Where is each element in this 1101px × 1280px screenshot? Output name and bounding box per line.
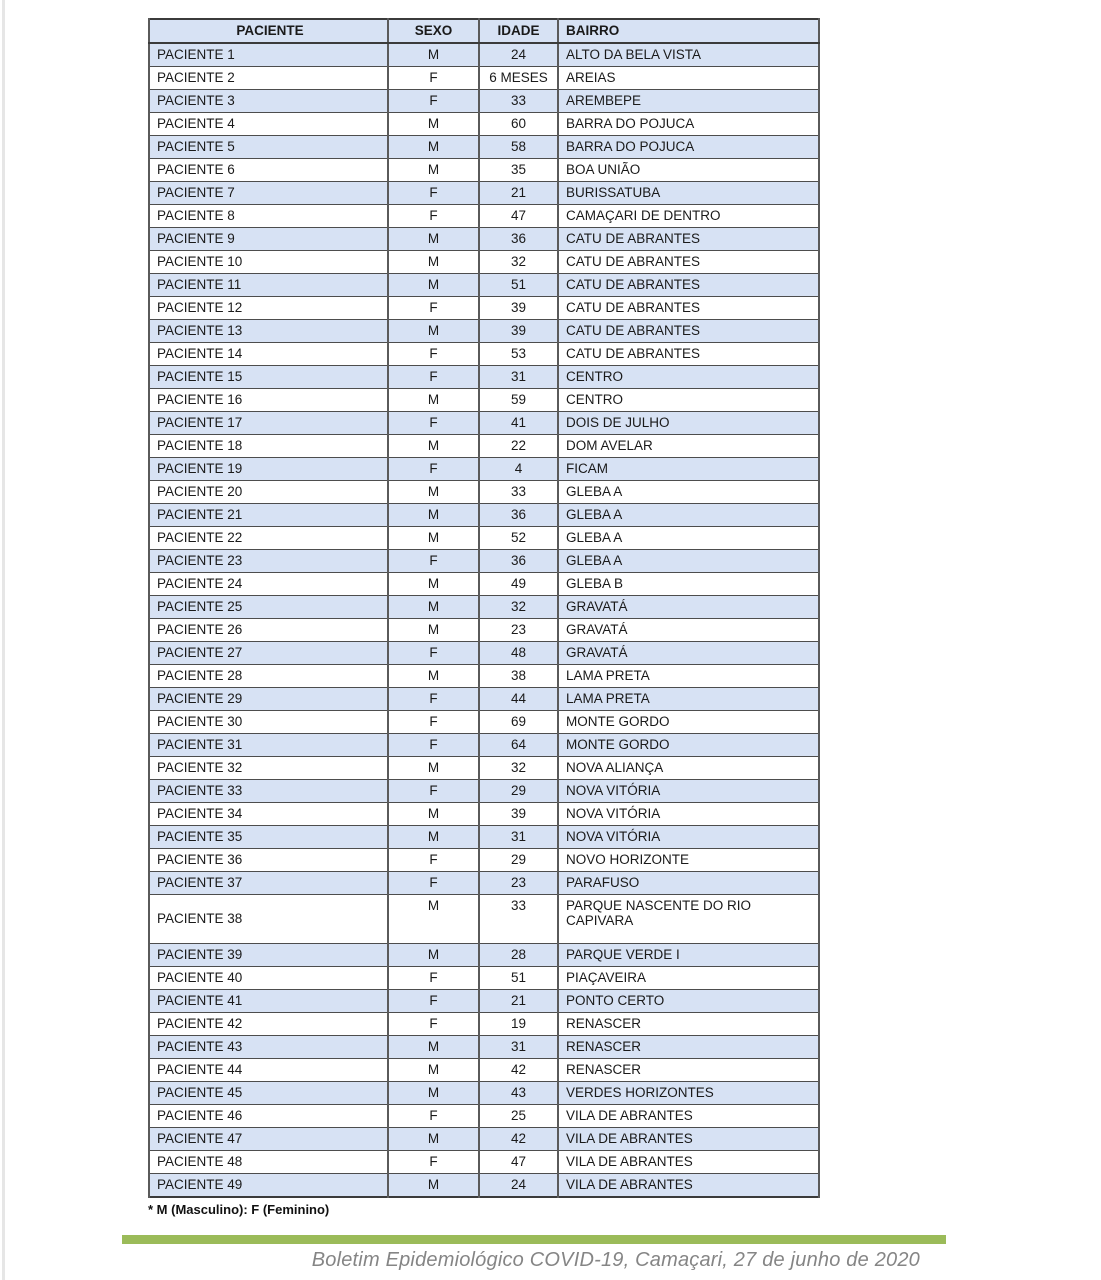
cell-bairro: PARQUE VERDE I: [558, 944, 819, 967]
table-row: [149, 389, 819, 412]
table-row: [149, 872, 819, 895]
cell-paciente: PACIENTE 34: [149, 803, 388, 826]
table-row: [149, 619, 819, 642]
cell-bairro: CATU DE ABRANTES: [558, 297, 819, 320]
cell-paciente: PACIENTE 38: [149, 895, 388, 944]
cell-paciente: PACIENTE 18: [149, 435, 388, 458]
cell-idade: 39: [479, 803, 558, 826]
cell-sexo: M: [388, 389, 479, 412]
table-row: [149, 757, 819, 780]
cell-sexo: F: [388, 734, 479, 757]
table-row: [149, 711, 819, 734]
cell-bairro: NOVO HORIZONTE: [558, 849, 819, 872]
cell-paciente: PACIENTE 45: [149, 1082, 388, 1105]
table-row: [149, 159, 819, 182]
cell-bairro: MONTE GORDO: [558, 711, 819, 734]
cell-idade: 31: [479, 826, 558, 849]
cell-sexo: M: [388, 228, 479, 251]
table-row: [149, 90, 819, 113]
cell-idade: 42: [479, 1059, 558, 1082]
table-row: [149, 182, 819, 205]
cell-idade: 47: [479, 1151, 558, 1174]
cell-sexo: F: [388, 711, 479, 734]
cell-idade: 21: [479, 990, 558, 1013]
cell-bairro: NOVA VITÓRIA: [558, 826, 819, 849]
cell-sexo: F: [388, 688, 479, 711]
cell-bairro: CATU DE ABRANTES: [558, 343, 819, 366]
cell-idade: 31: [479, 1036, 558, 1059]
cell-paciente: PACIENTE 7: [149, 182, 388, 205]
table-row: [149, 320, 819, 343]
cell-paciente: PACIENTE 24: [149, 573, 388, 596]
cell-idade: 42: [479, 1128, 558, 1151]
cell-bairro: PARAFUSO: [558, 872, 819, 895]
page-edge-shadow: [2, 0, 5, 1280]
cell-bairro: VILA DE ABRANTES: [558, 1174, 819, 1198]
column-header-idade: IDADE: [479, 19, 558, 43]
cell-sexo: F: [388, 1105, 479, 1128]
table-row: [149, 527, 819, 550]
cell-idade: 44: [479, 688, 558, 711]
cell-idade: 32: [479, 596, 558, 619]
cell-bairro: LAMA PRETA: [558, 665, 819, 688]
cell-bairro: DOIS DE JULHO: [558, 412, 819, 435]
cell-paciente: PACIENTE 33: [149, 780, 388, 803]
table-row: [149, 803, 819, 826]
cell-bairro: VILA DE ABRANTES: [558, 1151, 819, 1174]
table-row: [149, 43, 819, 67]
cell-paciente: PACIENTE 42: [149, 1013, 388, 1036]
cell-sexo: M: [388, 665, 479, 688]
column-header-paciente: PACIENTE: [149, 19, 388, 43]
cell-sexo: F: [388, 642, 479, 665]
cell-sexo: M: [388, 826, 479, 849]
cell-idade: 51: [479, 274, 558, 297]
table-row: [149, 274, 819, 297]
cell-sexo: F: [388, 990, 479, 1013]
cell-sexo: M: [388, 1059, 479, 1082]
cell-idade: 24: [479, 43, 558, 67]
cell-idade: 19: [479, 1013, 558, 1036]
cell-sexo: M: [388, 803, 479, 826]
table-row: [149, 550, 819, 573]
cell-paciente: PACIENTE 11: [149, 274, 388, 297]
cell-paciente: PACIENTE 47: [149, 1128, 388, 1151]
cell-idade: 52: [479, 527, 558, 550]
cell-idade: 35: [479, 159, 558, 182]
patient-table-header: [149, 19, 819, 43]
table-row: [149, 228, 819, 251]
column-header-bairro: BAIRRO: [558, 19, 819, 43]
header-row: [149, 19, 819, 43]
cell-bairro: PONTO CERTO: [558, 990, 819, 1013]
table-row: [149, 412, 819, 435]
cell-paciente: PACIENTE 41: [149, 990, 388, 1013]
table-row: [149, 504, 819, 527]
cell-sexo: F: [388, 1151, 479, 1174]
cell-paciente: PACIENTE 21: [149, 504, 388, 527]
table-row: [149, 366, 819, 389]
cell-sexo: F: [388, 205, 479, 228]
cell-bairro: AREMBEPE: [558, 90, 819, 113]
table-row: [149, 990, 819, 1013]
cell-paciente: PACIENTE 46: [149, 1105, 388, 1128]
cell-paciente: PACIENTE 10: [149, 251, 388, 274]
cell-idade: 38: [479, 665, 558, 688]
cell-idade: 49: [479, 573, 558, 596]
cell-paciente: PACIENTE 9: [149, 228, 388, 251]
table-row: [149, 1036, 819, 1059]
cell-sexo: M: [388, 504, 479, 527]
cell-idade: 24: [479, 1174, 558, 1198]
table-row: [149, 1013, 819, 1036]
cell-sexo: M: [388, 895, 479, 944]
cell-sexo: M: [388, 1128, 479, 1151]
cell-idade: 39: [479, 297, 558, 320]
cell-sexo: F: [388, 872, 479, 895]
cell-idade: 32: [479, 757, 558, 780]
cell-paciente: PACIENTE 26: [149, 619, 388, 642]
cell-sexo: M: [388, 113, 479, 136]
cell-bairro: NOVA ALIANÇA: [558, 757, 819, 780]
cell-bairro: CENTRO: [558, 366, 819, 389]
cell-paciente: PACIENTE 29: [149, 688, 388, 711]
table-row: [149, 297, 819, 320]
cell-idade: 32: [479, 251, 558, 274]
cell-bairro: CENTRO: [558, 389, 819, 412]
cell-idade: 59: [479, 389, 558, 412]
cell-sexo: M: [388, 251, 479, 274]
cell-bairro: VILA DE ABRANTES: [558, 1105, 819, 1128]
cell-bairro: CAMAÇARI DE DENTRO: [558, 205, 819, 228]
cell-sexo: M: [388, 944, 479, 967]
cell-paciente: PACIENTE 20: [149, 481, 388, 504]
cell-idade: 33: [479, 90, 558, 113]
cell-sexo: M: [388, 481, 479, 504]
cell-bairro: ALTO DA BELA VISTA: [558, 43, 819, 67]
cell-bairro: GRAVATÁ: [558, 596, 819, 619]
cell-idade: 21: [479, 182, 558, 205]
table-row: [149, 895, 819, 944]
cell-bairro: PIAÇAVEIRA: [558, 967, 819, 990]
cell-paciente: PACIENTE 32: [149, 757, 388, 780]
cell-idade: 6 MESES: [479, 67, 558, 90]
cell-paciente: PACIENTE 28: [149, 665, 388, 688]
cell-idade: 33: [479, 895, 558, 944]
cell-paciente: PACIENTE 1: [149, 43, 388, 67]
cell-idade: 29: [479, 780, 558, 803]
cell-idade: 41: [479, 412, 558, 435]
cell-sexo: F: [388, 780, 479, 803]
cell-idade: 43: [479, 1082, 558, 1105]
cell-bairro: NOVA VITÓRIA: [558, 780, 819, 803]
cell-idade: 23: [479, 872, 558, 895]
table-row: [149, 826, 819, 849]
cell-idade: 23: [479, 619, 558, 642]
table-row: [149, 1105, 819, 1128]
cell-bairro: BURISSATUBA: [558, 182, 819, 205]
cell-idade: 53: [479, 343, 558, 366]
green-divider-bar: [122, 1235, 946, 1244]
cell-paciente: PACIENTE 12: [149, 297, 388, 320]
cell-bairro: CATU DE ABRANTES: [558, 274, 819, 297]
cell-bairro: GLEBA A: [558, 527, 819, 550]
cell-sexo: F: [388, 550, 479, 573]
cell-bairro: RENASCER: [558, 1059, 819, 1082]
sex-legend-footnote: * M (Masculino): F (Feminino): [148, 1202, 330, 1217]
cell-idade: 47: [479, 205, 558, 228]
cell-bairro: CATU DE ABRANTES: [558, 251, 819, 274]
cell-idade: 51: [479, 967, 558, 990]
cell-paciente: PACIENTE 43: [149, 1036, 388, 1059]
table-row: [149, 780, 819, 803]
cell-bairro: GLEBA B: [558, 573, 819, 596]
cell-sexo: M: [388, 1082, 479, 1105]
table-row: [149, 1059, 819, 1082]
cell-sexo: M: [388, 527, 479, 550]
cell-paciente: PACIENTE 23: [149, 550, 388, 573]
cell-sexo: M: [388, 136, 479, 159]
cell-bairro: NOVA VITÓRIA: [558, 803, 819, 826]
cell-paciente: PACIENTE 25: [149, 596, 388, 619]
cell-paciente: PACIENTE 4: [149, 113, 388, 136]
cell-bairro: GLEBA A: [558, 550, 819, 573]
cell-paciente: PACIENTE 22: [149, 527, 388, 550]
cell-sexo: F: [388, 458, 479, 481]
column-header-sexo: SEXO: [388, 19, 479, 43]
cell-bairro: CATU DE ABRANTES: [558, 228, 819, 251]
cell-paciente: PACIENTE 15: [149, 366, 388, 389]
cell-paciente: PACIENTE 2: [149, 67, 388, 90]
cell-idade: 28: [479, 944, 558, 967]
table-row: [149, 642, 819, 665]
cell-sexo: M: [388, 573, 479, 596]
table-row: [149, 251, 819, 274]
table-row: [149, 205, 819, 228]
cell-idade: 39: [479, 320, 558, 343]
cell-bairro: GRAVATÁ: [558, 619, 819, 642]
cell-sexo: F: [388, 1013, 479, 1036]
cell-sexo: F: [388, 849, 479, 872]
cell-paciente: PACIENTE 3: [149, 90, 388, 113]
cell-bairro: FICAM: [558, 458, 819, 481]
cell-paciente: PACIENTE 16: [149, 389, 388, 412]
table-row: [149, 136, 819, 159]
cell-idade: 36: [479, 228, 558, 251]
cell-bairro: BOA UNIÃO: [558, 159, 819, 182]
cell-bairro: BARRA DO POJUCA: [558, 136, 819, 159]
cell-sexo: F: [388, 967, 479, 990]
cell-idade: 58: [479, 136, 558, 159]
cell-paciente: PACIENTE 37: [149, 872, 388, 895]
cell-bairro: BARRA DO POJUCA: [558, 113, 819, 136]
bulletin-footer-caption: Boletim Epidemiológico COVID-19, Camaçari, 27 de junho de 2020: [311, 1249, 920, 1271]
cell-bairro: RENASCER: [558, 1013, 819, 1036]
table-row: [149, 1082, 819, 1105]
cell-idade: 29: [479, 849, 558, 872]
cell-idade: 69: [479, 711, 558, 734]
cell-sexo: F: [388, 90, 479, 113]
cell-paciente: PACIENTE 49: [149, 1174, 388, 1198]
cell-bairro: DOM AVELAR: [558, 435, 819, 458]
cell-bairro: GLEBA A: [558, 481, 819, 504]
cell-sexo: M: [388, 1036, 479, 1059]
table-row: [149, 435, 819, 458]
cell-bairro: LAMA PRETA: [558, 688, 819, 711]
table-row: [149, 1151, 819, 1174]
cell-bairro: GLEBA A: [558, 504, 819, 527]
cell-sexo: M: [388, 1174, 479, 1198]
cell-bairro: VERDES HORIZONTES: [558, 1082, 819, 1105]
cell-idade: 48: [479, 642, 558, 665]
cell-paciente: PACIENTE 27: [149, 642, 388, 665]
cell-bairro: PARQUE NASCENTE DO RIO CAPIVARA: [558, 895, 819, 944]
cell-paciente: PACIENTE 48: [149, 1151, 388, 1174]
cell-paciente: PACIENTE 6: [149, 159, 388, 182]
cell-idade: 64: [479, 734, 558, 757]
cell-sexo: F: [388, 182, 479, 205]
table-row: [149, 849, 819, 872]
cell-sexo: F: [388, 412, 479, 435]
cell-sexo: M: [388, 274, 479, 297]
cell-idade: 25: [479, 1105, 558, 1128]
cell-sexo: M: [388, 619, 479, 642]
cell-paciente: PACIENTE 44: [149, 1059, 388, 1082]
cell-sexo: F: [388, 67, 479, 90]
table-row: [149, 113, 819, 136]
cell-bairro: CATU DE ABRANTES: [558, 320, 819, 343]
cell-bairro: AREIAS: [558, 67, 819, 90]
cell-paciente: PACIENTE 13: [149, 320, 388, 343]
cell-idade: 22: [479, 435, 558, 458]
cell-paciente: PACIENTE 40: [149, 967, 388, 990]
cell-paciente: PACIENTE 5: [149, 136, 388, 159]
cell-idade: 36: [479, 504, 558, 527]
cell-sexo: M: [388, 757, 479, 780]
cell-idade: 31: [479, 366, 558, 389]
cell-sexo: F: [388, 343, 479, 366]
cell-paciente: PACIENTE 35: [149, 826, 388, 849]
table-row: [149, 734, 819, 757]
cell-sexo: M: [388, 596, 479, 619]
cell-bairro: MONTE GORDO: [558, 734, 819, 757]
cell-sexo: M: [388, 320, 479, 343]
cell-paciente: PACIENTE 36: [149, 849, 388, 872]
cell-paciente: PACIENTE 8: [149, 205, 388, 228]
cell-idade: 36: [479, 550, 558, 573]
table-row: [149, 688, 819, 711]
table-row: [149, 458, 819, 481]
table-row: [149, 596, 819, 619]
cell-bairro: RENASCER: [558, 1036, 819, 1059]
cell-bairro: GRAVATÁ: [558, 642, 819, 665]
cell-sexo: M: [388, 435, 479, 458]
cell-sexo: F: [388, 297, 479, 320]
cell-bairro: VILA DE ABRANTES: [558, 1128, 819, 1151]
cell-paciente: PACIENTE 14: [149, 343, 388, 366]
table-row: [149, 665, 819, 688]
table-row: [149, 1174, 819, 1198]
table-row: [149, 967, 819, 990]
table-row: [149, 573, 819, 596]
cell-paciente: PACIENTE 39: [149, 944, 388, 967]
cell-idade: 4: [479, 458, 558, 481]
patient-table: [148, 18, 820, 1198]
table-row: [149, 481, 819, 504]
table-row: [149, 944, 819, 967]
table-row: [149, 1128, 819, 1151]
patient-table-body: [149, 43, 819, 1197]
cell-idade: 60: [479, 113, 558, 136]
cell-sexo: M: [388, 159, 479, 182]
cell-paciente: PACIENTE 31: [149, 734, 388, 757]
table-row: [149, 343, 819, 366]
cell-sexo: F: [388, 366, 479, 389]
cell-paciente: PACIENTE 30: [149, 711, 388, 734]
table-row: [149, 67, 819, 90]
cell-paciente: PACIENTE 19: [149, 458, 388, 481]
patient-table-section: [148, 18, 818, 1217]
cell-idade: 33: [479, 481, 558, 504]
cell-paciente: PACIENTE 17: [149, 412, 388, 435]
cell-sexo: M: [388, 43, 479, 67]
